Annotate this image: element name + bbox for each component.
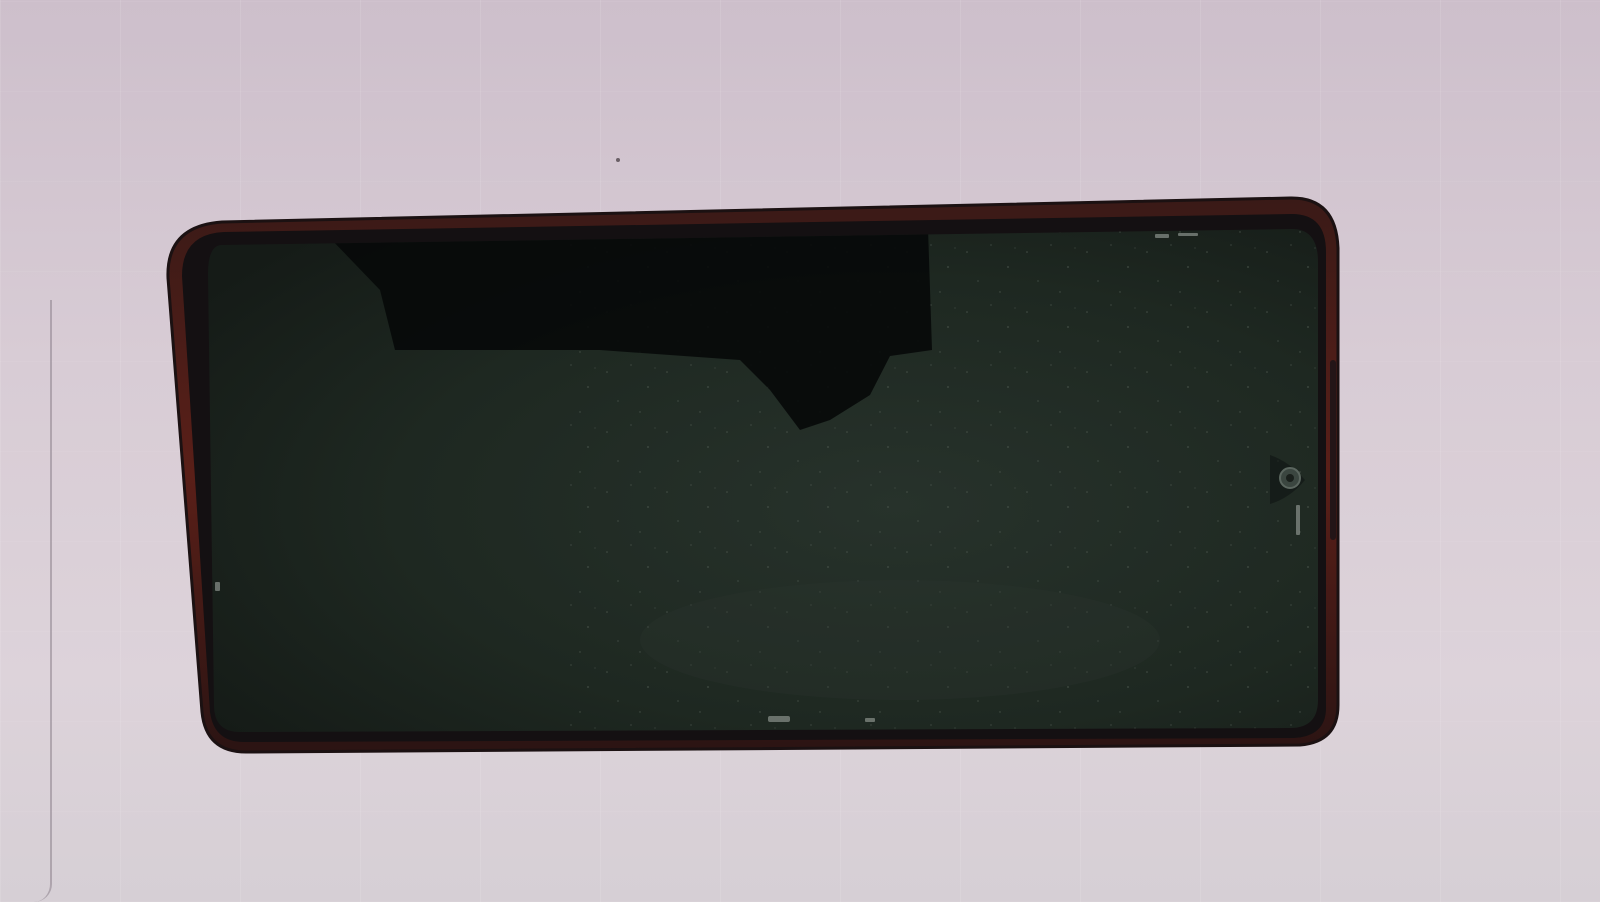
paper-speck <box>616 158 620 162</box>
screen-smudge <box>640 580 1160 700</box>
side-button <box>1330 360 1336 540</box>
